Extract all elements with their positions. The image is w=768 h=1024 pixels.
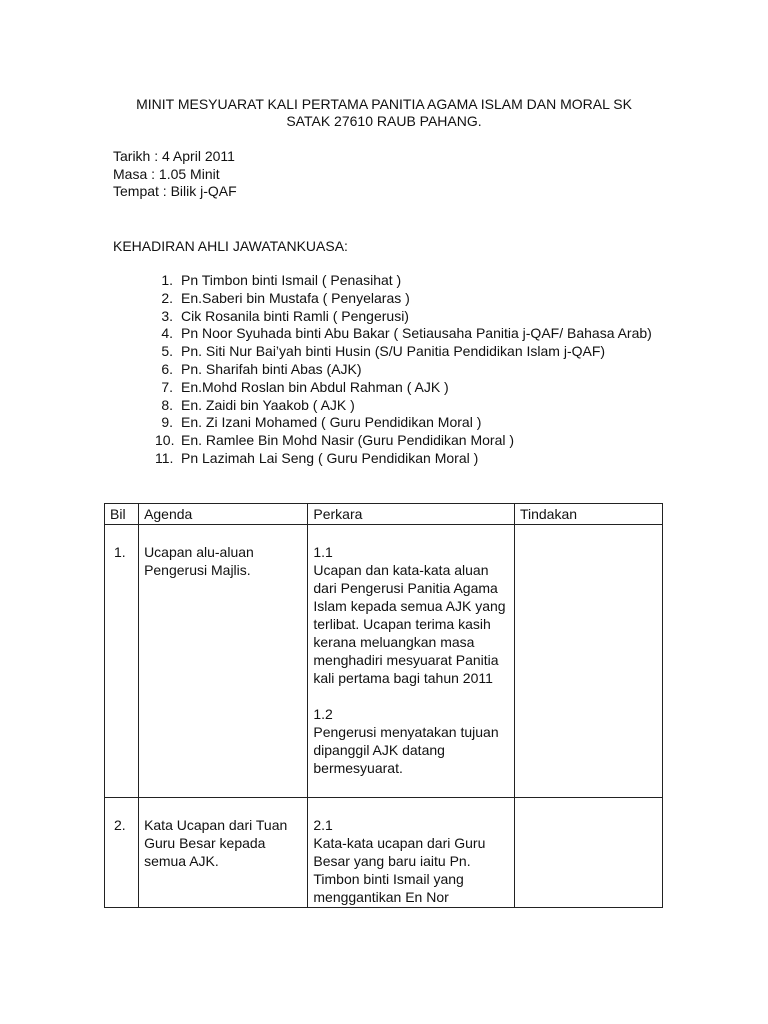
list-item <box>155 290 655 308</box>
cell-bil <box>105 525 139 798</box>
title-line-1: MINIT MESYUARAT KALI PERTAMA PANITIA AGAMA ISLAM DAN MORAL SK <box>136 96 632 112</box>
list-number: 11. <box>155 449 174 466</box>
cell-bil <box>105 798 139 908</box>
item-number: 2.1 <box>313 817 333 833</box>
member-name: Cik Rosanila binti Ramli ( Pengerusi) <box>181 307 409 324</box>
member-name: En. Zaidi bin Yaakob ( AJK ) <box>181 396 355 413</box>
item-text: Kata-kata ucapan dari Guru Besar yang baru iaitu Pn. Timbon binti Ismail yang menggantikan En Nor <box>313 835 486 905</box>
table-row <box>105 798 663 908</box>
list-number: 10. <box>155 432 175 449</box>
list-number: 5. <box>161 343 173 360</box>
attendance-heading: KEHADIRAN AHLI JAWATANKUASA: <box>113 238 348 254</box>
cell-tindakan <box>514 525 662 798</box>
row-number: 2. <box>114 817 126 833</box>
cell-agenda <box>139 798 308 908</box>
table-row <box>105 525 663 798</box>
item-number: 1.2 <box>313 706 333 722</box>
row-number: 1. <box>114 544 126 560</box>
item-number: 1.1 <box>313 544 333 560</box>
column-header-tindakan: Tindakan <box>514 504 662 525</box>
cell-agenda <box>139 525 308 798</box>
list-number: 4. <box>161 325 173 342</box>
item-text: Pengerusi menyatakan tujuan dipanggil AJK datang bermesyuarat. <box>313 724 499 776</box>
agenda-text: Ucapan alu-aluan Pengerusi Majlis. <box>144 544 254 578</box>
list-item <box>155 414 655 432</box>
list-number: 6. <box>161 360 173 377</box>
member-name: En.Saberi bin Mustafa ( Penyelaras ) <box>181 289 410 306</box>
list-item <box>155 272 655 290</box>
member-name: En.Mohd Roslan bin Abdul Rahman ( AJK ) <box>181 378 449 395</box>
list-number: 2. <box>161 289 173 306</box>
perkara-content <box>313 526 509 777</box>
list-item <box>155 361 655 379</box>
meeting-time: Masa : 1.05 Minit <box>113 165 220 182</box>
list-item <box>155 432 655 450</box>
column-header-agenda: Agenda <box>139 504 308 525</box>
document-title <box>104 96 664 130</box>
list-item <box>155 397 655 415</box>
member-name: En. Zi Izani Mohamed ( Guru Pendidikan Moral ) <box>181 414 482 431</box>
meeting-date: Tarikh : 4 April 2011 <box>113 148 235 164</box>
list-number: 9. <box>161 414 173 431</box>
cell-perkara <box>308 798 515 908</box>
list-item <box>155 379 655 397</box>
agenda-table <box>104 503 663 908</box>
agenda-text: Kata Ucapan dari Tuan Guru Besar kepada semua AJK. <box>144 817 288 869</box>
list-number: 8. <box>161 396 173 413</box>
cell-tindakan <box>514 798 662 908</box>
member-name: Pn Noor Syuhada binti Abu Bakar ( Setiausaha Panitia j-QAF/ Bahasa Arab) <box>181 325 652 342</box>
attendance-list <box>155 272 655 468</box>
item-text: Ucapan dan kata-kata aluan dari Pengerusi Panitia Agama Islam kepada semua AJK yang terlibat. Ucapan terima kasih kerana meluangkan masa menghadiri mesyuarat Panitia kali pertama bagi tahun 2011 <box>313 562 506 686</box>
list-item <box>155 308 655 326</box>
list-item <box>155 325 655 343</box>
table-header-row <box>105 504 663 525</box>
member-name: Pn. Sharifah binti Abas (AJK) <box>181 360 362 377</box>
meeting-details <box>113 148 237 201</box>
member-name: Pn. Siti Nur Bai’yah binti Husin (S/U Panitia Pendidikan Islam j-QAF) <box>181 343 606 360</box>
meeting-venue: Tempat : Bilik j-QAF <box>113 183 237 199</box>
column-header-perkara: Perkara <box>308 504 515 525</box>
list-item <box>155 450 655 468</box>
member-name: En. Ramlee Bin Mohd Nasir (Guru Pendidikan Moral ) <box>181 432 515 449</box>
list-item <box>155 343 655 361</box>
list-number: 7. <box>161 378 173 395</box>
list-number: 1. <box>161 272 173 288</box>
member-name: Pn Timbon binti Ismail ( Penasihat ) <box>181 272 402 288</box>
cell-perkara <box>308 525 515 798</box>
column-header-bil: Bil <box>105 504 139 525</box>
perkara-content <box>313 799 509 906</box>
title-line-2: SATAK 27610 RAUB PAHANG. <box>286 113 482 129</box>
list-number: 3. <box>161 307 173 324</box>
member-name: Pn Lazimah Lai Seng ( Guru Pendidikan Moral ) <box>181 449 479 466</box>
